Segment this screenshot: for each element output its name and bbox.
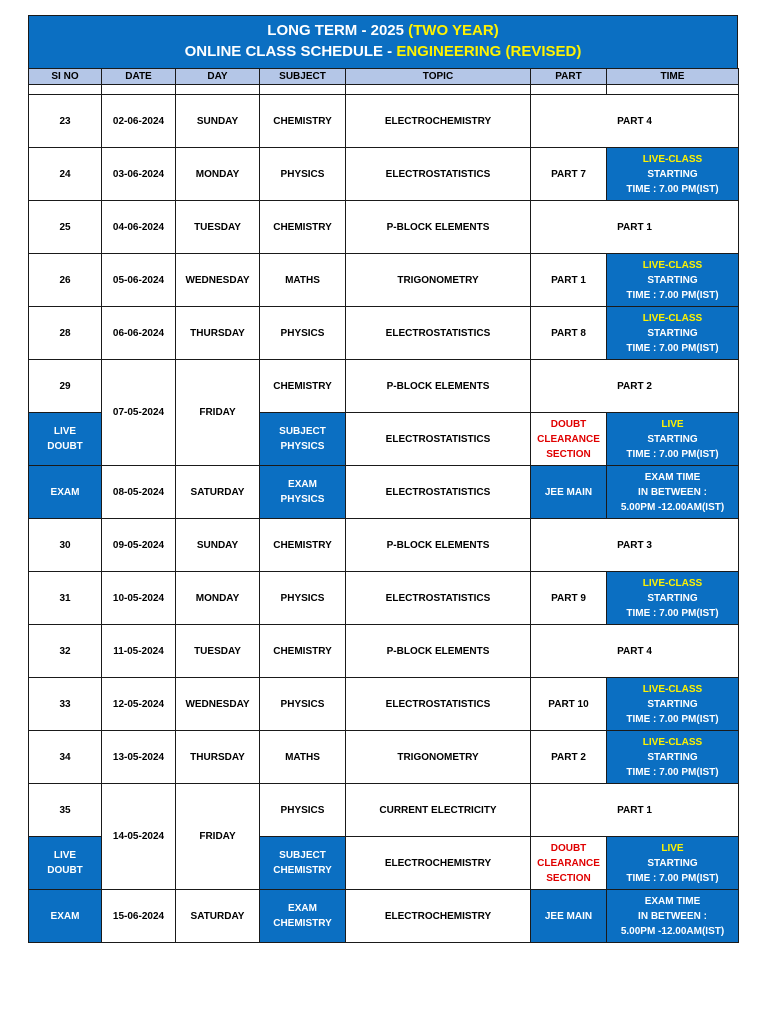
table-row	[29, 201, 739, 254]
topic-cell: TRIGONOMETRY	[346, 254, 531, 307]
date-cell: 10-05-2024	[102, 572, 176, 625]
date-cell: 11-05-2024	[102, 625, 176, 678]
date-cell: 14-05-2024	[102, 784, 176, 890]
col-header-si-no: SI NO	[29, 69, 102, 85]
date-cell: 05-06-2024	[102, 254, 176, 307]
time-line-3: TIME : 7.00 PM(IST)	[626, 289, 719, 301]
topic-cell: ELECTROSTATISTICS	[346, 466, 531, 519]
part-cell-merged: PART 4	[531, 625, 739, 678]
col-header-subject: SUBJECT	[260, 69, 346, 85]
time-line-2: STARTING	[647, 751, 698, 763]
subject-cell: MATHS	[260, 254, 346, 307]
time-cell	[607, 678, 739, 731]
part-cell-merged: PART 2	[531, 360, 739, 413]
col-header-date: DATE	[102, 69, 176, 85]
topic-cell: ELECTROCHEMISTRY	[346, 837, 531, 890]
date-cell: 15-06-2024	[102, 890, 176, 943]
time-cell	[607, 890, 739, 943]
day-cell: WEDNESDAY	[176, 678, 260, 731]
doubt-line-1: DOUBT	[550, 842, 587, 854]
time-line-2: STARTING	[647, 698, 698, 710]
table-row	[29, 731, 739, 784]
day-cell: FRIDAY	[176, 784, 260, 890]
spacer-cell	[29, 85, 102, 95]
time-line-3: TIME : 7.00 PM(IST)	[626, 766, 719, 778]
col-header-time: TIME	[607, 69, 739, 85]
topic-cell: P-BLOCK ELEMENTS	[346, 519, 531, 572]
si-no-cell: 25	[29, 201, 102, 254]
date-cell: 08-05-2024	[102, 466, 176, 519]
subject-line-1: EXAM	[288, 479, 317, 490]
subject-cell: PHYSICS	[260, 784, 346, 837]
si-no-cell: 34	[29, 731, 102, 784]
part-cell-merged: PART 3	[531, 519, 739, 572]
col-header-part: PART	[531, 69, 607, 85]
live-doubt-cell	[29, 413, 102, 466]
topic-cell: P-BLOCK ELEMENTS	[346, 360, 531, 413]
date-cell: 07-05-2024	[102, 360, 176, 466]
day-cell: TUESDAY	[176, 625, 260, 678]
subject-line-2: PHYSICS	[280, 441, 325, 452]
title-main-1: LONG TERM - 2025	[267, 22, 409, 39]
si-no-cell: 35	[29, 784, 102, 837]
date-cell: 09-05-2024	[102, 519, 176, 572]
time-line-3: TIME : 7.00 PM(IST)	[626, 183, 719, 195]
time-line-1: EXAM TIME	[644, 895, 701, 907]
time-cell	[607, 148, 739, 201]
time-line-2: STARTING	[647, 168, 698, 180]
topic-cell: P-BLOCK ELEMENTS	[346, 201, 531, 254]
si-no-cell: 30	[29, 519, 102, 572]
date-cell: 03-06-2024	[102, 148, 176, 201]
spacer-cell	[531, 85, 607, 95]
live-class-label: LIVE-CLASS	[642, 736, 703, 748]
subject-line-2: CHEMISTRY	[273, 865, 332, 876]
day-cell: SATURDAY	[176, 890, 260, 943]
subject-cell: PHYSICS	[260, 572, 346, 625]
live-doubt-line-2: DOUBT	[47, 441, 83, 452]
time-line-3: TIME : 7.00 PM(IST)	[626, 342, 719, 354]
si-no-cell: 23	[29, 95, 102, 148]
table-row	[29, 625, 739, 678]
time-line-2: STARTING	[647, 857, 698, 869]
day-cell: SUNDAY	[176, 519, 260, 572]
si-no-cell: 24	[29, 148, 102, 201]
exam-cell: EXAM	[29, 466, 102, 519]
exam-cell: EXAM	[29, 890, 102, 943]
part-cell: PART 7	[531, 148, 607, 201]
subject-line-1: SUBJECT	[279, 850, 326, 861]
table-row	[29, 148, 739, 201]
live-doubt-line-1: LIVE	[53, 426, 77, 437]
part-cell: PART 1	[531, 254, 607, 307]
subject-line-2: PHYSICS	[280, 494, 325, 505]
spacer-cell	[102, 85, 176, 95]
subject-line-1: EXAM	[288, 903, 317, 914]
table-row	[29, 254, 739, 307]
time-line-2: STARTING	[647, 327, 698, 339]
time-cell	[607, 731, 739, 784]
table-row	[29, 572, 739, 625]
date-cell: 06-06-2024	[102, 307, 176, 360]
time-line-3: TIME : 7.00 PM(IST)	[626, 607, 719, 619]
part-cell-merged: PART 4	[531, 95, 739, 148]
part-cell: PART 8	[531, 307, 607, 360]
spacer-cell	[607, 85, 739, 95]
spacer-cell	[346, 85, 531, 95]
time-line-3: TIME : 7.00 PM(IST)	[626, 713, 719, 725]
live-label: LIVE	[661, 418, 684, 430]
time-cell	[607, 837, 739, 890]
day-cell: MONDAY	[176, 148, 260, 201]
live-doubt-cell	[29, 837, 102, 890]
time-line-3: 5.00PM -12.00AM(IST)	[620, 501, 725, 513]
date-cell: 13-05-2024	[102, 731, 176, 784]
live-class-label: LIVE-CLASS	[642, 312, 703, 324]
doubt-clearance-cell	[531, 413, 607, 466]
jee-main-cell: JEE MAIN	[531, 466, 607, 519]
subject-line-1: SUBJECT	[279, 426, 326, 437]
day-cell: WEDNESDAY	[176, 254, 260, 307]
subject-line-2: CHEMISTRY	[273, 918, 332, 929]
day-cell: SUNDAY	[176, 95, 260, 148]
topic-cell: ELECTROSTATISTICS	[346, 413, 531, 466]
day-cell: SATURDAY	[176, 466, 260, 519]
doubt-clearance-cell	[531, 837, 607, 890]
doubt-line-1: DOUBT	[550, 418, 587, 430]
time-cell	[607, 466, 739, 519]
subject-cell: CHEMISTRY	[260, 625, 346, 678]
topic-cell: ELECTROCHEMISTRY	[346, 95, 531, 148]
topic-cell: ELECTROSTATISTICS	[346, 307, 531, 360]
subject-cell	[260, 837, 346, 890]
live-label: LIVE	[661, 842, 684, 854]
jee-main-cell: JEE MAIN	[531, 890, 607, 943]
si-no-cell: 28	[29, 307, 102, 360]
table-row	[29, 678, 739, 731]
table-row	[29, 307, 739, 360]
topic-cell: ELECTROCHEMISTRY	[346, 890, 531, 943]
time-cell	[607, 307, 739, 360]
live-class-label: LIVE-CLASS	[642, 259, 703, 271]
si-no-cell: 31	[29, 572, 102, 625]
live-doubt-line-1: LIVE	[53, 850, 77, 861]
topic-cell: ELECTROSTATISTICS	[346, 148, 531, 201]
subject-cell: CHEMISTRY	[260, 519, 346, 572]
live-class-label: LIVE-CLASS	[642, 153, 703, 165]
doubt-line-3: SECTION	[546, 872, 591, 884]
part-cell: PART 9	[531, 572, 607, 625]
title-accent-1: (TWO YEAR)	[408, 22, 499, 39]
part-cell: PART 10	[531, 678, 607, 731]
subject-cell	[260, 466, 346, 519]
part-cell-merged: PART 1	[531, 784, 739, 837]
part-cell: PART 2	[531, 731, 607, 784]
topic-cell: TRIGONOMETRY	[346, 731, 531, 784]
doubt-line-2: CLEARANCE	[537, 857, 600, 869]
title-line-1	[29, 16, 737, 41]
day-cell: THURSDAY	[176, 731, 260, 784]
time-line-2: STARTING	[647, 592, 698, 604]
date-cell: 02-06-2024	[102, 95, 176, 148]
col-header-day: DAY	[176, 69, 260, 85]
day-cell: THURSDAY	[176, 307, 260, 360]
si-no-cell: 29	[29, 360, 102, 413]
si-no-cell: 32	[29, 625, 102, 678]
time-line-3: 5.00PM -12.00AM(IST)	[620, 925, 725, 937]
live-doubt-line-2: DOUBT	[47, 865, 83, 876]
day-cell: MONDAY	[176, 572, 260, 625]
subject-cell: PHYSICS	[260, 148, 346, 201]
topic-cell: ELECTROSTATISTICS	[346, 572, 531, 625]
doubt-line-3: SECTION	[546, 448, 591, 460]
subject-cell: PHYSICS	[260, 307, 346, 360]
time-cell	[607, 254, 739, 307]
table-row	[29, 784, 739, 837]
doubt-line-2: CLEARANCE	[537, 433, 600, 445]
si-no-cell: 33	[29, 678, 102, 731]
spacer-row	[29, 85, 739, 95]
part-cell-merged: PART 1	[531, 201, 739, 254]
time-line-2: IN BETWEEN :	[638, 910, 707, 922]
subject-cell: MATHS	[260, 731, 346, 784]
title-line-2	[29, 41, 737, 62]
time-line-1: EXAM TIME	[644, 471, 701, 483]
subject-cell: CHEMISTRY	[260, 95, 346, 148]
live-class-label: LIVE-CLASS	[642, 577, 703, 589]
time-line-3: TIME : 7.00 PM(IST)	[626, 448, 719, 460]
schedule-sheet	[28, 15, 738, 943]
time-cell	[607, 413, 739, 466]
table-row	[29, 890, 739, 943]
si-no-cell: 26	[29, 254, 102, 307]
schedule-title-banner	[28, 15, 738, 68]
table-row	[29, 95, 739, 148]
time-line-2: IN BETWEEN :	[638, 486, 707, 498]
table-row	[29, 466, 739, 519]
title-accent-2: ENGINEERING (REVISED)	[396, 43, 582, 60]
live-class-label: LIVE-CLASS	[642, 683, 703, 695]
table-row	[29, 519, 739, 572]
topic-cell: CURRENT ELECTRICITY	[346, 784, 531, 837]
subject-cell: CHEMISTRY	[260, 201, 346, 254]
day-cell: TUESDAY	[176, 201, 260, 254]
subject-cell: CHEMISTRY	[260, 360, 346, 413]
date-cell: 12-05-2024	[102, 678, 176, 731]
schedule-table	[28, 68, 739, 943]
subject-cell: PHYSICS	[260, 678, 346, 731]
spacer-cell	[260, 85, 346, 95]
col-header-topic: TOPIC	[346, 69, 531, 85]
table-row	[29, 360, 739, 413]
topic-cell: ELECTROSTATISTICS	[346, 678, 531, 731]
day-cell: FRIDAY	[176, 360, 260, 466]
subject-cell	[260, 890, 346, 943]
time-line-3: TIME : 7.00 PM(IST)	[626, 872, 719, 884]
topic-cell: P-BLOCK ELEMENTS	[346, 625, 531, 678]
date-cell: 04-06-2024	[102, 201, 176, 254]
title-main-2: ONLINE CLASS SCHEDULE -	[184, 43, 397, 60]
spacer-cell	[176, 85, 260, 95]
time-line-2: STARTING	[647, 433, 698, 445]
time-line-2: STARTING	[647, 274, 698, 286]
subject-cell	[260, 413, 346, 466]
time-cell	[607, 572, 739, 625]
column-header-row	[29, 69, 739, 85]
